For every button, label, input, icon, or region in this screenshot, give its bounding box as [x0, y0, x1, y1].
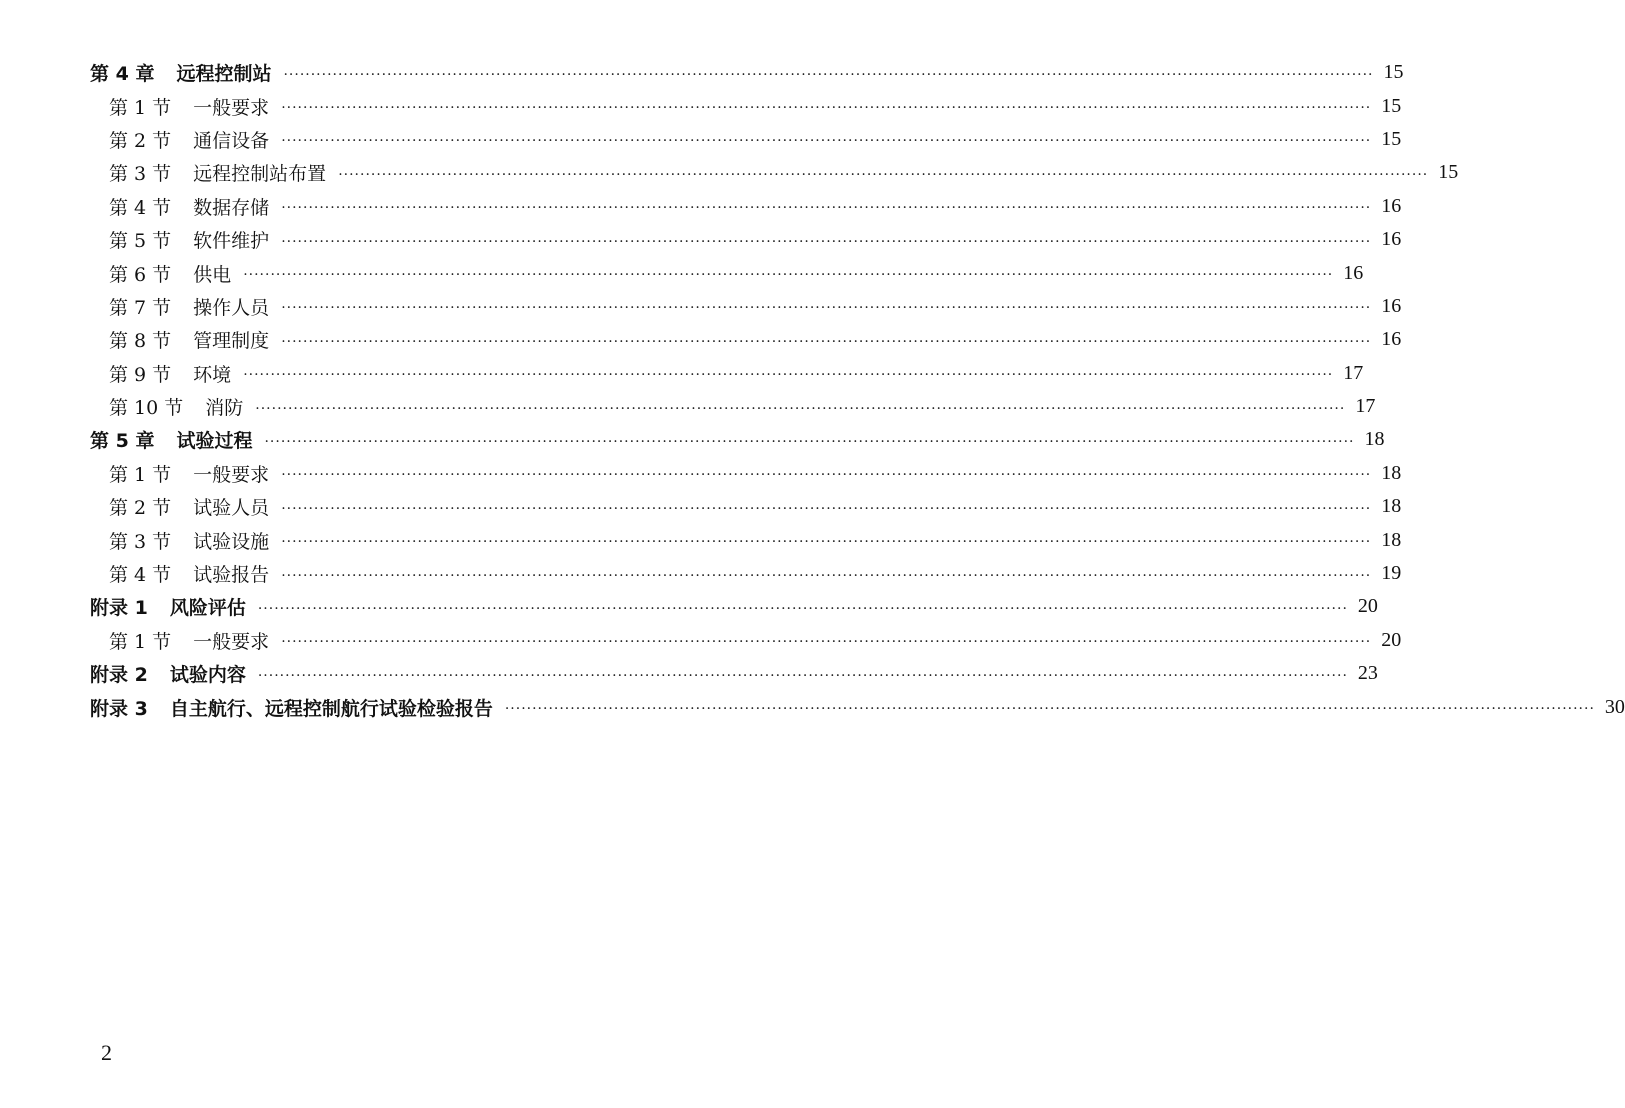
toc-row-content [109, 560, 1402, 587]
toc-section-row [0, 89, 1402, 122]
toc-section-number: 第 2 节 [109, 497, 172, 520]
toc-page-number: 15 [1381, 127, 1402, 150]
toc-chapter-row [0, 56, 1404, 89]
toc-row-content [90, 660, 1378, 687]
toc-section-number: 第 8 节 [109, 330, 172, 353]
toc-row-content [109, 493, 1402, 520]
toc-leader-dots: ········································································································································································································ [281, 200, 1372, 217]
toc-chapter-title: 自主航行、远程控制航行试验检验报告 [169, 697, 493, 720]
toc-leader-dots: ········································································································································································································ [281, 500, 1372, 517]
toc-row-content [109, 226, 1402, 253]
toc-section-number: 第 1 节 [109, 630, 172, 653]
toc-row-content [109, 93, 1402, 120]
toc-section-row [0, 123, 1402, 156]
toc-leader-dots: ········································································································································································································ [281, 300, 1372, 317]
toc-leader-dots: ········································································································································································································ [281, 467, 1372, 484]
toc-section-row [0, 323, 1402, 356]
table-of-contents [0, 56, 1625, 724]
toc-section-title: 环境 [193, 363, 232, 386]
toc-chapter-title: 试验过程 [176, 430, 253, 453]
toc-page-number: 15 [1381, 94, 1402, 117]
toc-section-title: 试验人员 [193, 497, 270, 520]
toc-leader-dots: ········································································································································································································ [504, 701, 1595, 718]
toc-leader-dots: ········································································································································································································ [257, 600, 1348, 617]
toc-row-content [90, 59, 1404, 86]
toc-row-content [109, 627, 1402, 654]
toc-page-number: 15 [1438, 161, 1459, 184]
toc-section-row [0, 390, 1376, 423]
toc-section-title: 试验设施 [193, 530, 270, 553]
toc-row-content [109, 527, 1402, 554]
toc-section-title: 消防 [205, 397, 244, 420]
toc-section-number: 第 1 节 [109, 96, 172, 119]
toc-chapter-row [0, 423, 1385, 456]
toc-leader-dots: ········································································································································································································ [281, 233, 1372, 250]
toc-page-number: 16 [1343, 261, 1364, 284]
toc-page-number: 16 [1381, 328, 1402, 351]
toc-section-number: 第 7 节 [109, 296, 172, 319]
toc-section-number: 第 4 节 [109, 564, 172, 587]
toc-page-number: 15 [1383, 61, 1404, 84]
toc-section-title: 管理制度 [193, 330, 270, 353]
toc-leader-dots: ········································································································································································································ [283, 66, 1374, 83]
toc-section-number: 第 3 节 [109, 163, 172, 186]
toc-row-content [90, 694, 1625, 721]
toc-section-row [0, 624, 1402, 657]
toc-chapter-title: 风险评估 [169, 597, 246, 620]
toc-page-number: 19 [1381, 562, 1402, 585]
toc-section-row [0, 290, 1402, 323]
toc-section-row [0, 190, 1402, 223]
toc-leader-dots: ········································································································································································································ [281, 100, 1372, 117]
toc-section-title: 一般要求 [193, 96, 270, 119]
toc-chapter-title: 远程控制站 [176, 63, 272, 86]
toc-row-content [109, 126, 1402, 153]
toc-chapter-number: 附录 3 [90, 697, 148, 720]
toc-section-title: 试验报告 [193, 564, 270, 587]
toc-page-number: 20 [1357, 595, 1378, 618]
toc-chapter-number: 附录 2 [90, 664, 148, 687]
toc-page-number: 20 [1381, 628, 1402, 651]
toc-leader-dots: ········································································································································································································ [243, 367, 1334, 384]
toc-row-content [109, 260, 1364, 287]
toc-leader-dots: ········································································································································································································ [281, 634, 1372, 651]
toc-section-row [0, 523, 1402, 556]
toc-chapter-number: 第 5 章 [90, 430, 155, 453]
toc-section-row [0, 223, 1402, 256]
toc-chapter-title: 试验内容 [169, 664, 246, 687]
toc-row-content [109, 326, 1402, 353]
toc-section-row [0, 156, 1459, 189]
toc-section-title: 一般要求 [193, 630, 270, 653]
toc-section-title: 远程控制站布置 [193, 163, 327, 186]
toc-section-row [0, 557, 1402, 590]
toc-page-number: 17 [1355, 395, 1376, 418]
toc-page-number: 18 [1381, 528, 1402, 551]
toc-page-number: 23 [1357, 662, 1378, 685]
toc-row-content [109, 360, 1364, 387]
toc-leader-dots: ········································································································································································································ [257, 667, 1348, 684]
toc-section-number: 第 3 节 [109, 530, 172, 553]
toc-row-content [109, 159, 1459, 186]
toc-page-number: 16 [1381, 228, 1402, 251]
toc-section-row [0, 457, 1402, 490]
toc-section-title: 供电 [193, 263, 232, 286]
toc-section-number: 第 10 节 [109, 397, 184, 420]
toc-page-number: 16 [1381, 194, 1402, 217]
toc-page-number: 18 [1381, 461, 1402, 484]
toc-section-title: 通信设备 [193, 129, 270, 152]
toc-page-number: 16 [1381, 294, 1402, 317]
toc-page-number: 18 [1381, 495, 1402, 518]
toc-section-title: 操作人员 [193, 296, 270, 319]
toc-section-title: 数据存储 [193, 196, 270, 219]
toc-section-number: 第 9 节 [109, 363, 172, 386]
toc-chapter-number: 第 4 章 [90, 63, 155, 86]
toc-chapter-row [0, 690, 1625, 723]
toc-page-number: 18 [1364, 428, 1385, 451]
footer-page-number: 2 [101, 1040, 112, 1065]
toc-section-row [0, 357, 1364, 390]
toc-leader-dots: ········································································································································································································ [264, 433, 1355, 450]
toc-section-number: 第 2 节 [109, 129, 172, 152]
toc-section-title: 软件维护 [193, 230, 270, 253]
toc-chapter-row [0, 590, 1378, 623]
toc-row-content [109, 393, 1376, 420]
toc-page-number: 17 [1343, 361, 1364, 384]
toc-leader-dots: ········································································································································································································ [338, 166, 1429, 183]
toc-leader-dots: ········································································································································································································ [243, 267, 1334, 284]
toc-leader-dots: ········································································································································································································ [281, 333, 1372, 350]
toc-row-content [109, 460, 1402, 487]
toc-leader-dots: ········································································································································································································ [281, 534, 1372, 551]
toc-section-number: 第 5 节 [109, 230, 172, 253]
toc-section-number: 第 6 节 [109, 263, 172, 286]
toc-section-row [0, 490, 1402, 523]
toc-leader-dots: ········································································································································································································ [281, 133, 1372, 150]
toc-row-content [90, 593, 1378, 620]
toc-section-title: 一般要求 [193, 463, 270, 486]
toc-chapter-number: 附录 1 [90, 597, 148, 620]
toc-row-content [109, 193, 1402, 220]
toc-leader-dots: ········································································································································································································ [281, 567, 1372, 584]
toc-page-number: 30 [1604, 695, 1625, 718]
toc-row-content [109, 293, 1402, 320]
toc-leader-dots: ········································································································································································································ [255, 400, 1346, 417]
toc-section-number: 第 1 节 [109, 463, 172, 486]
toc-section-number: 第 4 节 [109, 196, 172, 219]
toc-chapter-row [0, 657, 1378, 690]
toc-row-content [90, 426, 1385, 453]
toc-section-row [0, 256, 1364, 289]
